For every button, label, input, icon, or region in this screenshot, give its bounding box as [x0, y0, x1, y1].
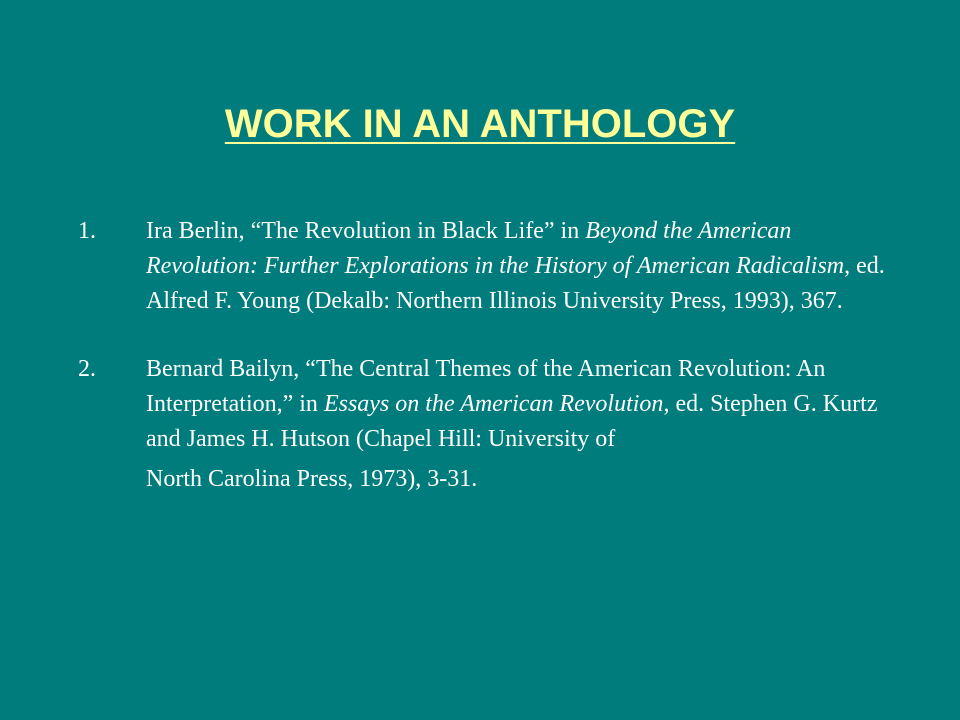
citation-number: 1.	[78, 218, 96, 244]
citation-number: 2.	[78, 356, 96, 382]
citation-text-part: Bernard Bailyn, “The Central Themes of the American Revolution: An Interpretation,” in	[146, 356, 826, 417]
citation-list	[78, 214, 898, 497]
citation-text	[146, 352, 898, 497]
citation-item	[78, 352, 898, 497]
citation-text-part: , ed. Alfred F. Young (Dekalb: Northern Illinois University Press, 1993), 367.	[146, 253, 885, 314]
citation-text-part: Ira Berlin, “The Revolution in Black Life” in	[146, 218, 586, 244]
citation-book-title: Beyond the American Revolution: Further Explorations in the History of American Radicalism	[146, 218, 845, 279]
citation-text-part: , ed. Stephen G. Kurtz and James H. Hutson (Chapel Hill: University of	[146, 391, 878, 452]
slide-title-text: WORK IN AN ANTHOLOGY	[224, 102, 736, 146]
citation-text	[146, 214, 898, 319]
citation-item	[78, 214, 898, 319]
citation-text-part: North Carolina Press, 1973), 3-31.	[146, 466, 478, 492]
slide-title	[0, 100, 960, 148]
citation-book-title: Essays on the American Revolution	[323, 391, 664, 417]
